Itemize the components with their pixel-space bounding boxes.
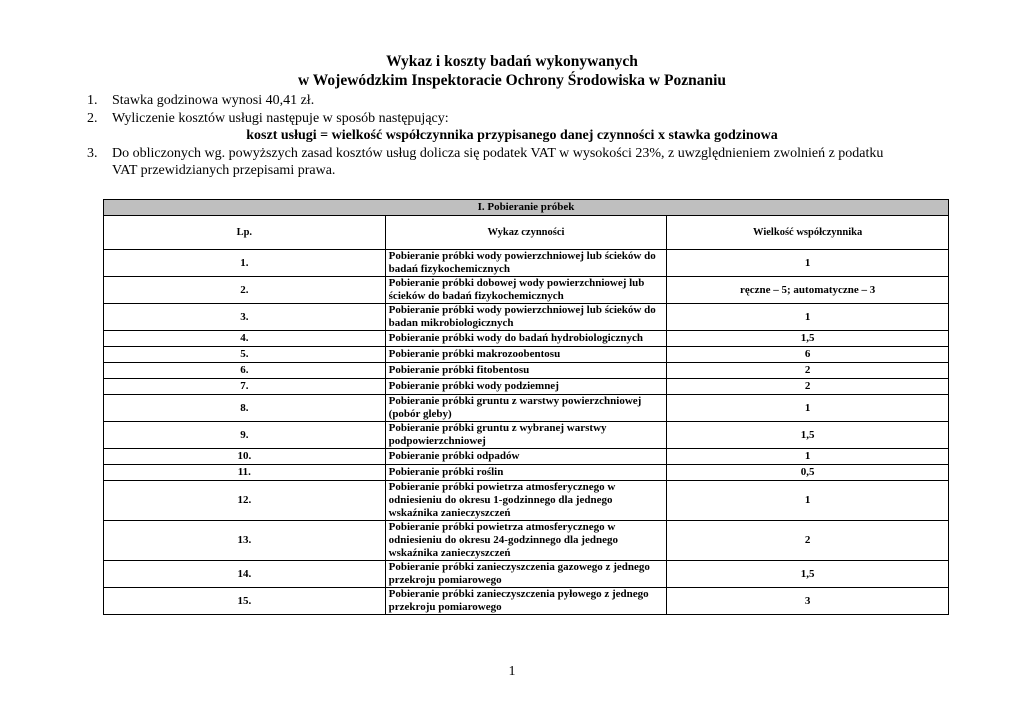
row-number: 5. [104,347,386,363]
table-row [104,465,949,481]
row-coefficient: 2 [667,363,949,379]
row-number: 15. [104,588,386,615]
table-row [104,481,949,521]
table-row [104,277,949,304]
table-row [104,363,949,379]
row-activity: Pobieranie próbki wody do badań hydrobiologicznych [385,331,667,347]
row-number: 4. [104,331,386,347]
row-activity: Pobieranie próbki roślin [385,465,667,481]
intro-item-2-number: 2. [87,111,98,126]
table-section-row [104,200,949,216]
document-title-line2: w Wojewódzkim Inspektoracie Ochrony Środowiska w Poznaniu [297,72,727,89]
page-number: 1 [508,664,516,679]
row-coefficient: ręczne – 5; automatyczne – 3 [667,277,949,304]
intro-item-2-text: Wyliczenie kosztów usługi następuje w sposób następujący: [112,111,449,126]
table-section-title: I. Pobieranie próbek [104,200,949,216]
document-title-line1: Wykaz i koszty badań wykonywanych [386,53,638,70]
table-row [104,304,949,331]
row-activity: Pobieranie próbki wody powierzchniowej lub ścieków do badan mikrobiologicznych [385,304,667,331]
row-activity: Pobieranie próbki gruntu z warstwy powierzchniowej (pobór gleby) [385,395,667,422]
column-header-lp: Lp. [104,216,386,250]
intro-item-3-text-line1: Do obliczonych wg. powyższych zasad kosztów usług dolicza się podatek VAT w wysokości 23%, z uwzględnieniem zwolnień z podatku [112,146,884,161]
row-number: 1. [104,250,386,277]
cost-formula: koszt usługi = wielkość współczynnika przypisanego danej czynności x stawka godzinowa [246,128,778,143]
row-coefficient: 2 [667,521,949,561]
table-row [104,449,949,465]
column-header-activity: Wykaz czynności [385,216,667,250]
row-activity: Pobieranie próbki fitobentosu [385,363,667,379]
row-coefficient: 1,5 [667,331,949,347]
row-number: 14. [104,561,386,588]
row-coefficient: 1 [667,395,949,422]
row-activity: Pobieranie próbki zanieczyszczenia gazowego z jednego przekroju pomiarowego [385,561,667,588]
intro-item-3-text-line2: VAT przewidzianych przepisami prawa. [112,163,336,178]
table-row [104,331,949,347]
table-row [104,521,949,561]
table-row [104,588,949,615]
row-coefficient: 3 [667,588,949,615]
row-activity: Pobieranie próbki gruntu z wybranej warstwy podpowierzchniowej [385,422,667,449]
intro-item-1-text: Stawka godzinowa wynosi 40,41 zł. [112,93,315,108]
intro-item-1-number: 1. [87,93,98,108]
row-number: 7. [104,379,386,395]
row-number: 6. [104,363,386,379]
row-activity: Pobieranie próbki zanieczyszczenia pyłowego z jednego przekroju pomiarowego [385,588,667,615]
table-header-row [104,216,949,250]
row-activity: Pobieranie próbki wody podziemnej [385,379,667,395]
row-number: 8. [104,395,386,422]
row-number: 3. [104,304,386,331]
row-activity: Pobieranie próbki dobowej wody powierzchniowej lub ścieków do badań fizykochemicznych [385,277,667,304]
row-coefficient: 1 [667,250,949,277]
row-number: 12. [104,481,386,521]
intro-item-3-number: 3. [87,146,98,161]
row-coefficient: 1 [667,481,949,521]
row-number: 2. [104,277,386,304]
row-coefficient: 1,5 [667,561,949,588]
row-activity: Pobieranie próbki odpadów [385,449,667,465]
row-coefficient: 1,5 [667,422,949,449]
row-number: 10. [104,449,386,465]
table-row [104,422,949,449]
row-activity: Pobieranie próbki wody powierzchniowej lub ścieków do badań fizykochemicznych [385,250,667,277]
row-number: 11. [104,465,386,481]
table-row [104,395,949,422]
row-number: 9. [104,422,386,449]
row-number: 13. [104,521,386,561]
row-activity: Pobieranie próbki powietrza atmosferycznego w odniesieniu do okresu 24-godzinnego dla jednego wskaźnika zanieczyszczeń [385,521,667,561]
row-coefficient: 0,5 [667,465,949,481]
table-row [104,347,949,363]
sampling-table [103,199,949,615]
row-coefficient: 2 [667,379,949,395]
row-coefficient: 6 [667,347,949,363]
column-header-coefficient: Wielkość współczynnika [667,216,949,250]
row-activity: Pobieranie próbki makrozoobentosu [385,347,667,363]
table-row [104,561,949,588]
table-row [104,250,949,277]
row-activity: Pobieranie próbki powietrza atmosferycznego w odniesieniu do okresu 1-godzinnego dla jednego wskaźnika zanieczyszczeń [385,481,667,521]
row-coefficient: 1 [667,449,949,465]
row-coefficient: 1 [667,304,949,331]
table-row [104,379,949,395]
